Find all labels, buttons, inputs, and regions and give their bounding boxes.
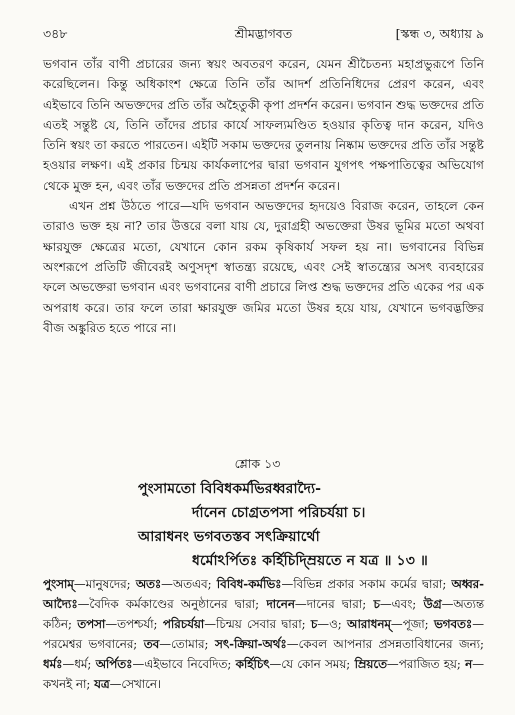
synonym-meaning: —এবং; — [379, 597, 424, 611]
verse-line: ধর্মোঽর্পিতঃ কর্হিচিদ্ম্রিয়তে ন যত্র ॥ ১৩ ॥ — [192, 553, 428, 569]
synonym-meaning: —ধর্ম; — [62, 657, 96, 671]
section-reference: [স্কন্ধ ৩, অধ্যায় ৯ — [395, 26, 484, 41]
verse-heading: শ্লোক ১৩ — [234, 456, 281, 471]
synonym-word: ম্রিয়তে — [354, 657, 387, 671]
synonym-word: ন — [465, 657, 473, 671]
synonym-word: ধর্মঃ — [43, 657, 63, 671]
synonym-meaning: —যে কোন সময়; — [269, 657, 355, 671]
synonym-word: সৎ-ক্রিয়া-অর্থঃ — [215, 637, 287, 651]
synonym-meaning: —কখনই না; — [43, 657, 485, 691]
verse-line: আরাধনং ভগবতস্তব সৎক্রিয়ার্থো — [138, 529, 320, 545]
synonym-word: উগ্র — [423, 597, 442, 611]
verse-line: পুংসামতো বিবিধকর্মভিরধ্বরাদ্যৈ- — [138, 481, 321, 497]
synonym-word: বিবিধ-কর্মভিঃ — [216, 577, 282, 591]
synonym-word: অতঃ — [135, 577, 162, 591]
synonym-word: যত্র — [94, 677, 110, 691]
synonym-meaning: —চিন্ময় সেবার দ্বারা; — [204, 617, 311, 631]
paragraph: এখন প্রশ্ন উঠতে পারে—যদি ভগবান অভক্তদের হৃদয়েও বিরাজ করেন, তাহলে কেন তারাও ভক্ত হয় না? তার উত্তরে বলা যায় যে, দুরাগ্রহী অভক্তেরা উষর ভূমির মতো অথবা ক্ষারযুক্ত ক্ষেত্রের মতো, যেখানে কোন রকম কৃষিকার্য সফল হয় না। ভগবানের বিভিন্ন অংশরূপে প্রতিটি জীবেরই অণুসদৃশ স্বাতন্ত্র্য রয়েছে, এবং সেই স্বাতন্ত্র্যের অসৎ ব্যবহারের ফলে অভক্তেরা ভগবান এবং ভগবানের বাণী প্রচারে লিপ্ত শুদ্ধ ভক্তদের প্রতি একের পর এক অপরাধ করে। তার ফলে তারা ক্ষারযুক্ত জমির মতো উষর হয়ে যায়, যেখানে ভগবদ্ভক্তির বীজ অঙ্কুরিত হতে পারে না। — [43, 199, 484, 335]
page-number: ৩৪৮ — [43, 26, 68, 41]
synonym-meaning: —তোমার; — [159, 637, 216, 651]
synonyms-block — [43, 574, 484, 694]
synonym-meaning: —কেবল আপনার প্রসন্নতাবিধানের জন্য; — [286, 637, 484, 651]
synonym-meaning: —ও; — [317, 617, 348, 631]
synonym-meaning: —মানুষদের; — [73, 577, 136, 591]
synonym-word: চ — [310, 617, 318, 631]
book-title: শ্রীমদ্ভাগবত — [234, 26, 293, 41]
synonym-word: ভগবতঃ — [433, 617, 473, 631]
synonym-meaning: —পরাজিত হয়; — [386, 657, 466, 671]
synonym-word: কর্হিচিৎ — [235, 657, 270, 671]
synonym-meaning: —দানের দ্বারা; — [294, 597, 374, 611]
synonym-word: চ — [373, 597, 380, 611]
synonym-meaning: —অত্যন্ত কঠিন; — [43, 597, 484, 631]
synonym-word: দানেন — [266, 597, 295, 611]
synonym-word: তপসা — [77, 617, 106, 631]
synonym-word: পরিচর্যয়া — [162, 617, 205, 631]
synonym-meaning: —বিভিন্ন প্রকার সকাম কর্মের দ্বারা; — [281, 577, 452, 591]
verse-text — [138, 477, 484, 573]
verse-line: র্দানেন চোগ্রতপসা পরিচর্যয়া চ। — [192, 505, 366, 521]
synonym-meaning: —পূজা; — [390, 617, 434, 631]
synonym-meaning: —অতএব; — [161, 577, 217, 591]
paragraph: ভগবান তাঁর বাণী প্রচারের জন্য স্বয়ং অবতরণ করেন, যেমন শ্রীচৈতন্য মহাপ্রভুরূপে তিনি করেছিলেন। কিন্তু অধিকাংশ ক্ষেত্রে তিনি তাঁর আদর্শ প্রতিনিধিদের প্রেরণ করেন, এবং এইভাবে তিনি অভক্তদের প্রতি তাঁর অহৈতুকী কৃপা প্রদর্শন করেন। ভগবান শুদ্ধ ভক্তদের প্রতি এতই সন্তুষ্ট যে, তিনি তাঁদের প্রচার কার্যে সাফল্যমণ্ডিত হওয়ার কৃতিত্ব দান করেন, যদিও তিনি স্বয়ং তা করতে পারতেন। এইটি সকাম ভক্তদের তুলনায় নিষ্কাম ভক্তদের প্রতি তাঁর সন্তুষ্ট হওয়ার লক্ষণ। এই প্রকার চিন্ময় কার্যকলাপের দ্বারা ভগবান যুগপৎ পক্ষপাতিত্বের অভিযোগ থেকে মুক্ত হন, এবং তাঁর ভক্তদের প্রতি প্রসন্নতা প্রদর্শন করেন। — [43, 57, 484, 193]
synonym-word: পুংসাম্ — [43, 577, 74, 591]
synonym-word: অধ্বর-আদ্যৈঃ — [43, 577, 484, 611]
synonym-word: অর্পিতঃ — [95, 657, 133, 671]
synonym-meaning: —তপশ্চর্যা; — [105, 617, 163, 631]
purport-text — [43, 54, 484, 338]
synonym-word: তব — [143, 637, 160, 651]
synonym-word: আরাধনম্ — [347, 617, 391, 631]
synonym-meaning: —এইভাবে নিবেদিত; — [132, 657, 236, 671]
synonym-meaning: —বৈদিক কর্মকাণ্ডের অনুষ্ঠানের দ্বারা; — [77, 597, 267, 611]
synonym-meaning: —সেখানে। — [109, 677, 162, 691]
synonym-meaning: —পরমেশ্বর ভগবানের; — [43, 617, 484, 651]
page-header — [43, 26, 484, 46]
